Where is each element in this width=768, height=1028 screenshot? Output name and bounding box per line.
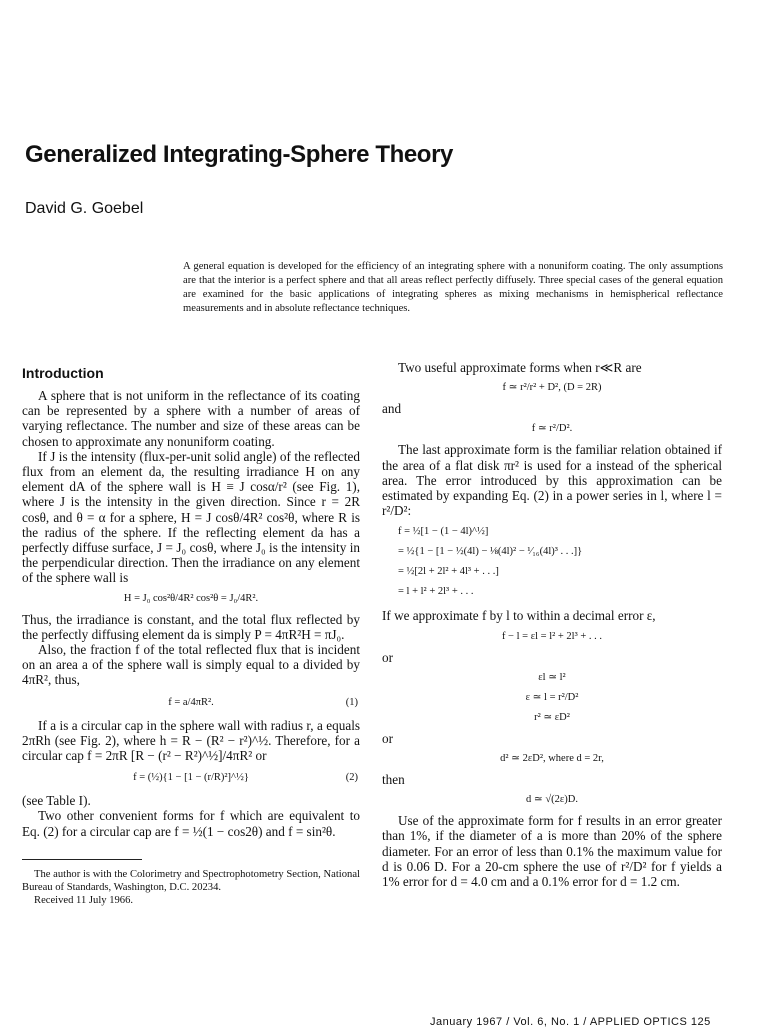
equation-diameter: d ≃ √(2ε)D. bbox=[526, 794, 578, 806]
paragraph: Use of the approximate form for f results in an error greater than 1%, if the diameter of a is more than 20% of the sphere diameter. For an error of less than 0.1% the maximum value for d is 0.06 D. For a 20-cm sphere the use of r²/D² for f yields a 1% error for d = 4.0 cm and a 0.1% error for d = 1.2 cm. bbox=[382, 813, 722, 890]
power-series-expansion bbox=[398, 522, 722, 602]
right-column bbox=[382, 360, 722, 889]
equation-number: (2) bbox=[345, 772, 358, 784]
equation-error: f − l = εl = l² + 2l³ + . . . bbox=[501, 630, 603, 642]
paragraph: Also, the fraction f of the total reflected flux that is incident on an area a of the sphere wall is simply equal to a divided by 4πR², thus, bbox=[22, 642, 360, 688]
paragraph: The last approximate form is the familiar relation obtained if the area of a flat disk πr² is used for a instead of the spherical area. The error introduced by this approximation can be estimated by expanding Eq. (2) in a power series in l, where l = r²/D²: bbox=[382, 442, 722, 519]
equation-2 bbox=[22, 771, 360, 785]
paragraph: If J is the intensity (flux-per-unit solid angle) of the reflected flux from an element da, the resulting irradiance H on any element dA of the sphere wall is H ≡ J cosα/r² (see Fig. 1), where J is the intensity in the given direction. Since r = 2R cosθ, and θ = α for a sphere, H = J cosθ/4R² cos²θ, where R is the radius of the sphere. If the reflecting element da has a perfectly diffuse surface, J = J₀ cosθ, where J₀ is the intensity in the perpendicular direction. Then the irradiance on any element of the sphere wall is bbox=[22, 448, 360, 586]
equation-body: f = a/4πR². bbox=[168, 696, 214, 708]
abstract: A general equation is developed for the efficiency of an integrating sphere with a nonuniform coating. The only assumptions are that the interior is a perfect sphere and that all areas reflect perfectly diffusely. Three special cases of the general equation are examined for the basic applications of integrating spheres as mixing mechanisms in hemispherical reflectance measurements and in absolute reflectance techniques. bbox=[183, 261, 723, 314]
paragraph: (see Table I). bbox=[22, 793, 91, 809]
footnote bbox=[22, 868, 360, 907]
author-name: David G. Goebel bbox=[25, 200, 144, 217]
connector-then: then bbox=[382, 772, 405, 788]
series-line: = ½{1 − [1 − ½(4l) − ⅛(4l)² − ¹⁄₁₆(4l)³ . . .]} bbox=[398, 546, 583, 558]
connector-or: or bbox=[382, 730, 393, 746]
paragraph: A sphere that is not uniform in the reflectance of its coating can be represented by a sphere with a number of areas of varying reflectance. The number and size of these areas can be chosen to approximate any nonuniform coating. bbox=[22, 388, 360, 449]
equation-approx-a: f ≃ r²/r² + D², (D = 2R) bbox=[502, 382, 602, 394]
equation-diameter-squared: d² ≃ 2εD², where d = 2r, bbox=[500, 753, 604, 765]
running-footer: January 1967 / Vol. 6, No. 1 / APPLIED OPTICS 125 bbox=[430, 1016, 711, 1028]
series-line: f = ½[1 − (1 − 4l)^½] bbox=[398, 526, 489, 538]
equation-error-1: εl ≃ l² bbox=[538, 671, 566, 683]
equation-irradiance: H = J₀ cos²θ/4R² cos²θ = J₀/4R². bbox=[123, 592, 259, 604]
equation-body: f = (½){1 − [1 − (r/R)²]^½} bbox=[133, 772, 249, 784]
left-column bbox=[22, 360, 360, 907]
footnote-received: Received 11 July 1966. bbox=[34, 894, 134, 906]
paragraph: If a is a circular cap in the sphere wall with radius r, a equals 2πRh (see Fig. 2), where h = R − (R² − r²)^½. Therefore, for a circular cap f = 2πR [R − (r² − R²)^½]/4πR² or bbox=[22, 717, 360, 764]
footnote-rule bbox=[22, 859, 142, 860]
equation-approx-b: f ≃ r²/D². bbox=[531, 423, 573, 435]
connector-or: or bbox=[382, 649, 393, 665]
section-heading-introduction: Introduction bbox=[22, 365, 104, 381]
connector-and: and bbox=[382, 401, 402, 417]
paragraph: If we approximate f by l to within a decimal error ε, bbox=[382, 608, 656, 624]
series-line: = l + l² + 2l³ + . . . bbox=[398, 586, 474, 598]
equation-1 bbox=[22, 696, 360, 710]
equation-error-3: r² ≃ εD² bbox=[534, 711, 570, 723]
series-line: = ½[2l + 2l² + 4l³ + . . .] bbox=[398, 566, 499, 578]
paragraph: Thus, the irradiance is constant, and the total flux reflected by the perfectly diffusing element da is simply P = 4πR²H = πJ₀. bbox=[22, 611, 360, 642]
paper-title: Generalized Integrating-Sphere Theory bbox=[25, 141, 453, 168]
footnote-affiliation: The author is with the Colorimetry and Spectrophotometry Section, National Bureau of Standards, Washington, D.C. 20234. bbox=[22, 868, 360, 893]
equation-error-2: ε ≃ l = r²/D² bbox=[525, 691, 579, 703]
paragraph: Two other convenient forms for f which are equivalent to Eq. (2) for a circular cap are f = ½(1 − cos2θ) and f = sin²θ. bbox=[22, 808, 360, 839]
equation-number: (1) bbox=[345, 696, 358, 708]
paragraph: Two useful approximate forms when r≪R are bbox=[398, 360, 642, 375]
